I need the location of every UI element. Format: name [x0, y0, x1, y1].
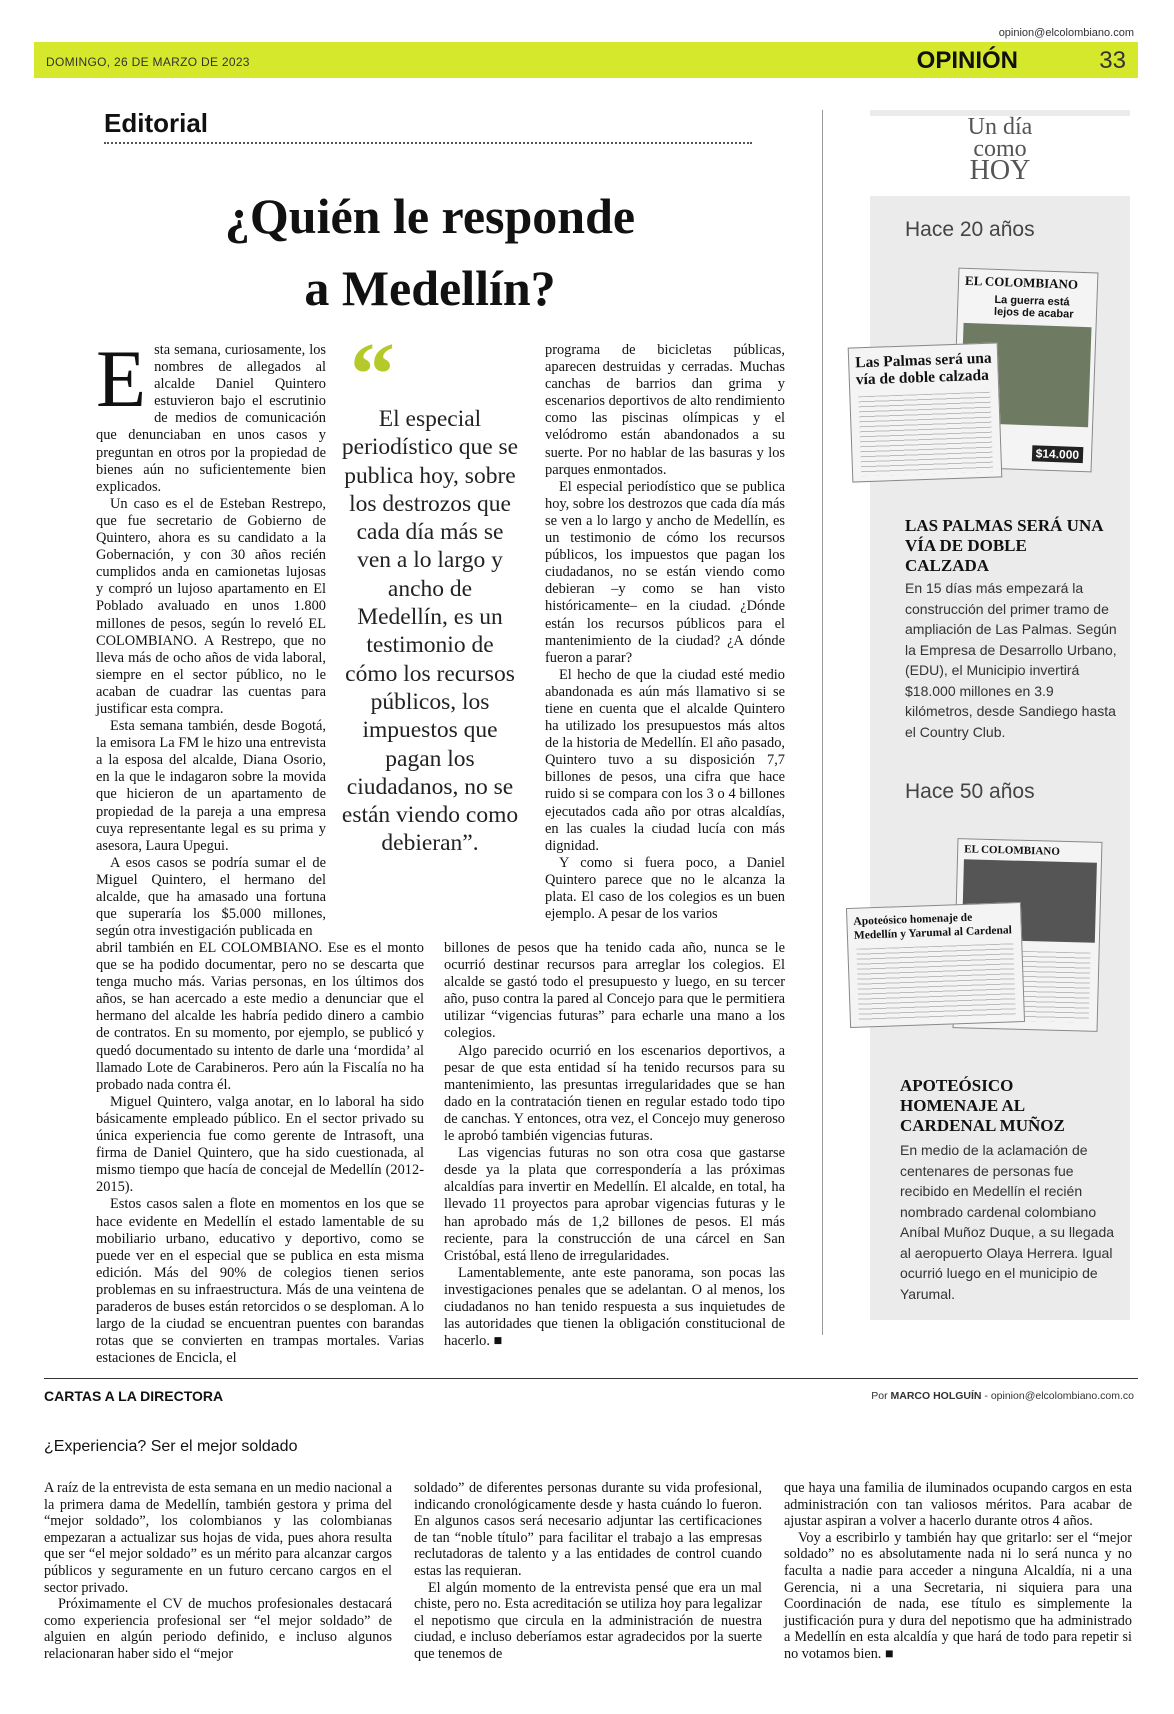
header-email: opinion@elcolombiano.com — [998, 27, 1134, 39]
newspaper-clipping-image — [846, 902, 1025, 1028]
pull-quote: El especial periodístico que se publica hoy, sobre los destrozos que cada día más se ven a lo largo y ancho de Medellín, es un testimonio de cómo los recursos públicos, los impuestos que pagan los ciudadanos, no se están viendo como debieran”. — [341, 406, 519, 857]
byline-email: - opinion@elcolombiano.com.co — [984, 1390, 1134, 1402]
paragraph: Estos casos salen a flote en momentos en los que se hace evidente en Medellín el estado lamentable de su mobiliario urbano, educativo y deportivo, como se puede ver en el especial que se publica en esta misma edición. Más del 90% de colegios tienen serios problemas en su infraestructura. Más de una veintena de paraderos de buses están retorcidos o se desploman. A lo largo de la ciudad se encuentran puentes con barandas rotas que se convierten en trampas mortales. Varias estaciones de Encicla, el — [96, 1196, 424, 1367]
paragraph: Las vigencias futuras no son otra cosa que gastarse desde ya la plata que correspondería a las próximas alcaldías para invertir en Medellín. El alcalde, en total, ha llevado 11 proyectos para aprobar vigencias futuras y le han aprobado más de 1,2 billones de pesos. El más reciente, para la construcción de una cárcel en San Cristóbal, está lleno de irregularidades. — [444, 1145, 785, 1264]
paragraph: Un caso es el de Esteban Restrepo, que fue secretario de Gobierno de Quintero, ahora es su candidato a la Gobernación, y con 30 años recién cumplidos anda en camionetas lujosas y compró un lujoso apartamento en El Poblado avaluado en unos 1.800 millones de pesos, según lo reveló EL COLOMBIANO. A Restrepo, que no lleva más de ocho años de vida laboral, siempre en el sector público, no le acaban de cuadrar las cuentas para justificar esta compra. — [96, 495, 326, 717]
letter-column-1 — [44, 1480, 392, 1663]
editorial-column-1 — [96, 333, 326, 940]
sidebar-title-line-3: HOY — [969, 155, 1031, 186]
section-bar — [34, 42, 1138, 78]
sidebar-item-text: En medio de la aclamación de centenares de personas fue recibido en Medellín el recién nombrado cardenal colombiano Aníbal Muñoz Duque, a su llegada al aeropuerto Olaya Herrera. Igual ocurrió luego en el municipio de Yarumal. — [900, 1142, 1115, 1302]
newspaper-clipping-image — [848, 342, 1003, 482]
paragraph: billones de pesos que ha tenido cada año, nunca se le ocurrió destinar recursos para arreglar los colegios. El alcalde se gastó todo el presupuesto y luego, en su tercer año, puso contra la pared al Concejo para que le permitiera utilizar “vigencias futuras” para echarle una mano a los colegios. — [444, 940, 785, 1042]
paragraph: soldado” de diferentes personas durante su vida profesional, indicando cronológicamente desde y hasta cuándo lo fueron. En algunos casos será necesario adjuntar las certificaciones de tan “noble título” para facilitar el trabajo a las empresas reclutadoras de talento y a las entidades de control cuando estas las requieran. — [414, 1480, 762, 1579]
letters-section-label: CARTAS A LA DIRECTORA — [44, 1388, 224, 1404]
letters-divider — [44, 1378, 1138, 1379]
column-divider — [822, 110, 823, 1335]
sidebar-item-text: En 15 días más empezará la construcción del primer tramo de ampliación de Las Palmas. Según la Empresa de Desarrollo Urbano, (EDU), el Municipio invertirá $18.000 millones en 3.9 kilómetros, desde Sandiego hasta el Country Club. — [905, 580, 1117, 740]
drop-cap: E — [96, 333, 147, 424]
editorial-divider — [104, 142, 752, 144]
editorial-label: Editorial — [104, 108, 209, 138]
editorial-column-4 — [444, 940, 785, 1350]
section-name: OPINIÓN — [916, 47, 1018, 74]
paragraph: Próximamente el CV de muchos profesionales destacará como experiencia profesional ser “el mejor soldado” de alguien en algún periodo definido, e incluso algunos relacionaran haber sido el “mejor — [44, 1596, 392, 1662]
sidebar-title — [870, 114, 1130, 186]
paragraph: Esta semana también, desde Bogotá, la emisora La FM le hizo una entrevista a la esposa del alcalde, Diana Osorio, en la que le indagaron sobre la movida que hicieron de un apartamento de propiedad de la pareja a una empresa cuya representante legal es su prima y asesora, Laura Upegui. — [96, 718, 326, 854]
paragraph: El especial periodístico que se publica hoy, sobre los destrozos que cada día más se ven a lo largo y ancho de Medellín, es un testimonio de cómo los recursos públicos, los impuestos que pagan los ciudadanos, no se están viendo como debieran –y como se han visto históricamente– en la ciudad. ¿Dónde están los recursos públicos para el mantenimiento de la ciudad? ¿A dónde fueron a parar? — [545, 478, 785, 666]
paragraph: A raíz de la entrevista de esta semana en un medio nacional a la primera dama de Medellín, también gestora y prima del “mejor soldado”, los colombianos y las colombianas empezaran a actualizar sus hojas de vida, pues ahora resulta que ser “el mejor soldado” es un mérito para alcanzar cargos públicos y seguramente en un futuro cercano cargos en el sector privado. — [44, 1480, 392, 1596]
editorial-headline — [150, 180, 710, 324]
paragraph: que haya una familia de iluminados ocupando cargos en esta administración con tan valiosos méritos. Para acabar de ajustar aspiran a volver a hacerlo durante otros 4 años. — [784, 1480, 1132, 1530]
letter-title: ¿Experiencia? Ser el mejor soldado — [44, 1438, 298, 1455]
headline-line-1: ¿Quién le responde — [224, 188, 636, 244]
paragraph: A esos casos se podría sumar el de Miguel Quintero, el hermano del alcalde, que ha amasado una fortuna que superaría los $5.000 millones, según otra investigación publicada en — [96, 854, 326, 940]
paragraph: programa de bicicletas públicas, aparecen destruidas y cerradas. Muchas canchas de barrios dan grima y escenarios deportivos de alto rendimiento como las piscinas olímpicas y el velódromo están abandonados a su suerte. Por no hablar de las basuras y los parques enmontados. — [545, 342, 785, 478]
paragraph: Y como si fuera poco, a Daniel Quintero parece que no le alcanza la plata. El caso de los colegios es un buen ejemplo. A pesar de los varios — [545, 854, 785, 923]
paragraph: sta semana, curiosamente, los nombres de allegados al alcalde Daniel Quintero estuvieron bajo el escrutinio de medios de comunicación que denunciaban en unos casos y preguntan en otros por la propiedad de bienes aún no suficientemente bien explicados. — [96, 342, 326, 495]
letter-column-2 — [414, 1480, 762, 1663]
paragraph: El hecho de que la ciudad esté medio abandonada es aún más llamativo si se tiene en cuenta que el alcalde Quintero ha utilizado los presupuestos más altos de la historia de Medellín. El año pasado, Quintero tuvo a su disposición 7,7 billones de pesos, una cifra que hace ruido si se compara con los 3 o 4 billones ejecutados cada año por otras alcaldías, en las cuales la ciudad lucía con más dignidad. — [545, 666, 785, 854]
paragraph: Algo parecido ocurrió en los escenarios deportivos, a pesar de que esta entidad sí ha tenido recursos para su mantenimiento, las presuntas irregularidades que se han dado en la contratación tienen en regular estado todo tipo de canchas. Y entonces, otra vez, el Concejo muy generoso le aprobó también vigencias futuras. — [444, 1042, 785, 1145]
hace-50-label: Hace 50 años — [905, 780, 1035, 803]
quote-mark-icon: “ — [350, 325, 395, 424]
byline-author: MARCO HOLGUÍN — [890, 1390, 982, 1402]
clip-price: $14.000 — [1031, 445, 1083, 463]
clip-small-headline: La guerra está lejos de acabar — [993, 293, 1074, 321]
clip-masthead: EL COLOMBIANO — [964, 272, 1079, 292]
paragraph: Miguel Quintero, valga anotar, en lo laboral ha sido básicamente empleado público. En el sector privado su única experiencia fue como gerente de Intrasoft, una firma de Daniel Quintero, que ha sido cuestionada, al mismo tiempo que hacía de concejal de Medellín (2012-2015). — [96, 1093, 424, 1196]
paragraph: Voy a escribirlo y también hay que gritarlo: ser el “mejor soldado” no es absolutamente nada ni lo será nunca y no faculta a nadie para acceder a ninguna Alcaldía, ni a una Gerencia, ni a una Secretaria, ni siquiera para una Coordinación de nada, ese título es simplemente la justificación pura y dura del nepotismo que ha administrado a Medellín en esta alcaldía y que hará de todo para repetir si no votamos bien. ■ — [784, 1529, 1132, 1662]
letters-byline — [871, 1390, 1134, 1402]
hace-20-label: Hace 20 años — [905, 218, 1035, 241]
clip-headline: Las Palmas será una vía de doble calzada — [854, 349, 992, 389]
byline-prefix: Por — [871, 1390, 888, 1402]
headline-line-2: a Medellín? — [304, 260, 556, 316]
issue-date: DOMINGO, 26 DE MARZO DE 2023 — [46, 55, 250, 69]
page-number: 33 — [1099, 47, 1126, 74]
clip-masthead: EL COLOMBIANO — [964, 843, 1061, 858]
sidebar-title-line-2: como — [973, 136, 1027, 162]
paragraph: El algún momento de la entrevista pensé que era un mal chiste, pero no. Esta acreditación se utiliza hoy para legalizar el nepotismo que circula en la administración de nuestra ciudad, e incluso deberíamos estar agradecidos por la suerte que tenemos de — [414, 1579, 762, 1662]
sidebar-item-headline: APOTEÓSICO HOMENAJE AL CARDENAL MUÑOZ — [900, 1076, 1065, 1135]
sidebar-title-line-1: Un día — [967, 114, 1033, 140]
sidebar-item-headline: LAS PALMAS SERÁ UNA VÍA DE DOBLE CALZADA — [905, 516, 1103, 575]
paragraph: abril también en EL COLOMBIANO. Ese es el monto que se ha podido documentar, pero no se descarta que tenga mucho más. Varias personas, en los últimos dos años, se han acercado a este medio a denunciar que el hermano del alcalde les habría pedido dinero a cambio de contratos. En su momento, por ejemplo, se publicó y quedó documentado su intento de darle una ‘mordida’ al llamado Lote de Carabineros. Pero aún la Fiscalía no ha probado nada contra él. — [96, 940, 424, 1093]
paragraph: Lamentablemente, ante este panorama, son pocas las investigaciones penales que se adelantan. O al menos, los ciudadanos no han tenido respuesta a sus inquietudes de las autoridades que tienen la obligación constitucional de hacerlo. ■ — [444, 1264, 785, 1350]
clip-headline: Apoteósico homenaje de Medellín y Yarumal al Cardenal — [853, 911, 1013, 942]
letter-column-3 — [784, 1480, 1132, 1663]
editorial-column-3 — [545, 342, 785, 923]
editorial-column-2 — [96, 940, 424, 1367]
